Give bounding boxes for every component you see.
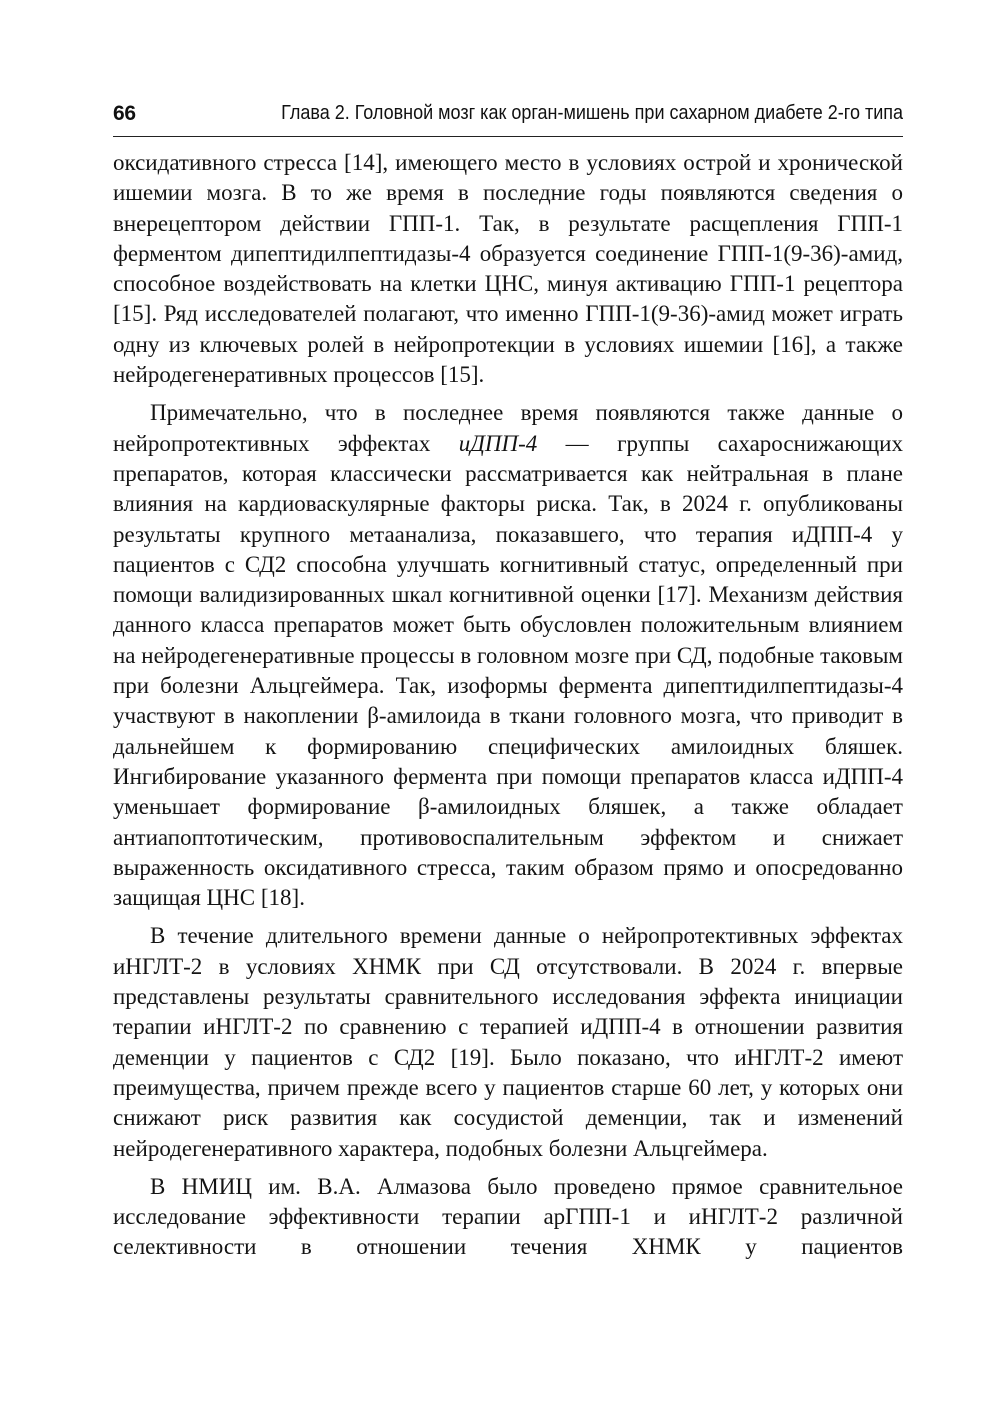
- body-text: [113, 148, 903, 1271]
- running-header: [113, 100, 903, 134]
- paragraph-dpp4-rest: — группы сахароснижающих препаратов, которая классически рассматривается как нейтральная в плане влияния на кардиоваскулярные факторы риска. Так, в 2024 г. опубликованы результаты крупного метаанализа, показавшего, что терапия иДПП-4 у пациентов с СД2 способна улучшать когнитивный статус, определенный при помощи валидизированных шкал когнитивной оценки [17]. Механизм действия данного класса препаратов может быть обусловлен положительным влиянием на нейродегенеративные процессы в головном мозге при СД, подобные таковым при болезни Альцгеймера. Так, изоформы фермента дипептидилпептидазы-4 участвуют в накоплении β-амилоида в ткани головного мозга, что приводит в дальнейшем к формированию специфических амилоидных бляшек. Ингибирование указанного фермента при помощи препаратов класса иДПП-4 уменьшает формирование β-амилоидных бляшек, а также обладает антиапоптотическим, противовоспалительным эффектом и снижает выраженность оксидативного стресса, таким образом прямо и опосредованно защищая ЦНС [18].: [113, 430, 903, 911]
- paragraph-continuation: оксидативного стресса [14], имеющего место в условиях острой и хронической ишемии мозга. В то же время в последние годы появляются сведения о внерецептором действии ГПП-1. Так, в результате расщепления ГПП-1 ферментом дипептидилпептидазы-4 образуется соединение ГПП-1(9-36)-амид, способное воздействовать на клетки ЦНС, минуя активацию ГПП-1 рецептора [15]. Ряд исследователей полагают, что именно ГПП-1(9-36)-амид может играть одну из ключевых ролей в нейропротекции в условиях ишемии [16], а также нейродегенеративных процессов [15].: [113, 150, 903, 388]
- paragraph-dpp4: [113, 398, 903, 913]
- header-divider: [113, 136, 903, 137]
- emphasized-term: иДПП-4: [458, 430, 538, 456]
- page-number: 66: [113, 102, 136, 125]
- running-title: Глава 2. Головной мозг как орган-мишень при сахарном диабете 2-го типа: [281, 102, 903, 124]
- paragraph-sglt2: В течение длительного времени данные о нейропротективных эффектах иНГЛТ-2 в условиях ХНМК при СД отсутствовали. В 2024 г. впервые представлены результаты сравнительного исследования эффекта инициации терапии иНГЛТ-2 по сравнению с терапией иДПП-4 в отношении развития деменции у пациентов с СД2 [19]. Было показано, что иНГЛТ-2 имеют преимущества, причем прежде всего у пациентов старше 60 лет, у которых они снижают риск развития как сосудистой деменции, так и изменений нейродегенеративного характера, подобных болезни Альцгеймера.: [113, 923, 903, 1161]
- paragraph-almazov: В НМИЦ им. В.А. Алмазова было проведено прямое сравнительное исследование эффективности терапии арГПП-1 и иНГЛТ-2 различной селективности в отношении течения ХНМК у пациентов: [113, 1173, 903, 1260]
- paragraph-dpp4-lead: Примечательно, что в последнее время появляются также данные о нейропротективных эффектах: [113, 400, 903, 456]
